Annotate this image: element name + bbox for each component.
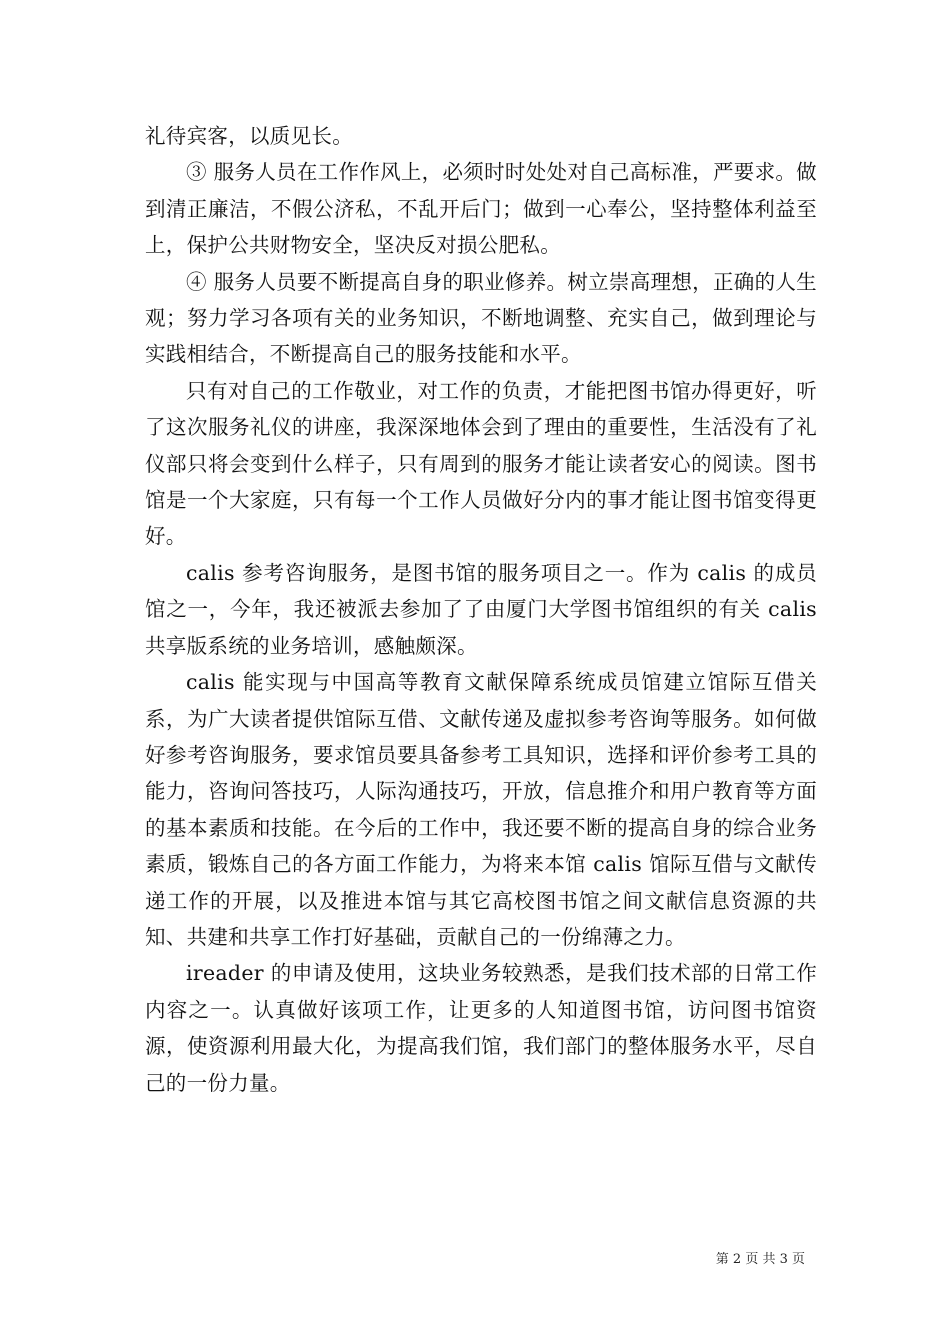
paragraph-3: ④ 服务人员要不断提高自身的职业修养。树立崇高理想，正确的人生观；努力学习各项有关的业务知识，不断地调整、充实自己，做到理论与实践相结合，不断提高自己的服务技能和水平。 [145,269,817,367]
document-body [145,118,817,1101]
paragraph-5: calis 参考咨询服务，是图书馆的服务项目之一。作为 calis 的成员馆之一，今年，我还被派去参加了了由厦门大学图书馆组织的有关 calis 共享版系统的业务培训，感触颇深。 [145,560,817,658]
paragraph-2: ③ 服务人员在工作作风上，必须时时处处对自己高标准，严要求。做到清正廉洁，不假公济私，不乱开后门；做到一心奉公，坚持整体利益至上，保护公共财物安全，坚决反对损公肥私。 [145,160,817,258]
paragraph-7: ireader 的申请及使用，这块业务较熟悉，是我们技术部的日常工作内容之一。认真做好该项工作，让更多的人知道图书馆，访问图书馆资源，使资源利用最大化，为提高我们馆，我们部门的整体服务水平，尽自己的一份力量。 [145,961,817,1095]
paragraph-4: 只有对自己的工作敬业，对工作的负责，才能把图书馆办得更好，听了这次服务礼仪的讲座，我深深地体会到了理由的重要性，生活没有了礼仪部只将会变到什么样子，只有周到的服务才能让读者安心的阅读。图书馆是一个大家庭，只有每一个工作人员做好分内的事才能让图书馆变得更好。 [145,378,817,549]
paragraph-1: 礼待宾客，以质见长。 [145,124,353,148]
page-number: 第 2 页 共 3 页 [715,1252,805,1267]
paragraph-6: calis 能实现与中国高等教育文献保障系统成员馆建立馆际互借关系，为广大读者提供馆际互借、文献传递及虚拟参考咨询等服务。如何做好参考咨询服务，要求馆员要具备参考工具知识，选择和评价参考工具的能力，咨询问答技巧，人际沟通技巧，开放，信息推介和用户教育等方面的基本素质和技能。在今后的工作中，我还要不断的提高自身的综合业务素质，锻炼自己的各方面工作能力，为将来本馆 calis 馆际互借与文献传递工作的开展，以及推进本馆与其它高校图书馆之间文献信息资源的共知、共建和共享工作打好基础，贡献自己的一份绵薄之力。 [145,670,817,949]
